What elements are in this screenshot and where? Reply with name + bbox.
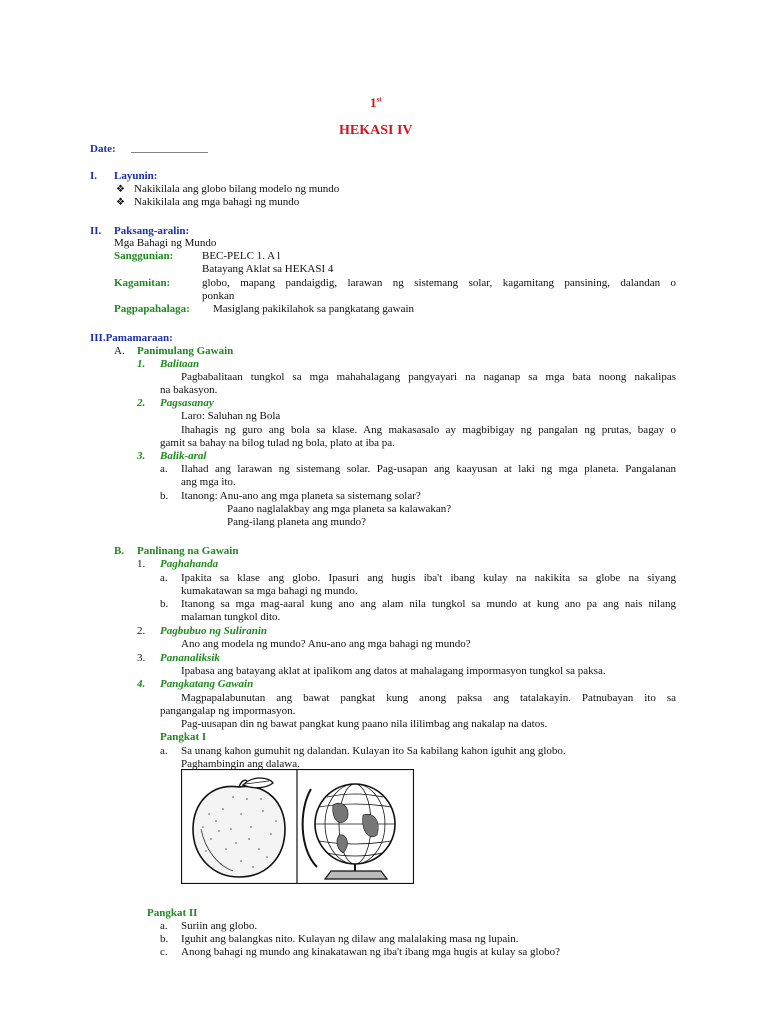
objective-1: Nakikilala ang globo bilang modelo ng mundo: [134, 183, 340, 195]
balikaral-a-line1: Ilahad ang larawan ng sistemang solar. Pag-usapan ang kaayusan at laki ng mga planeta. Pangalanan: [181, 463, 676, 475]
pagpapahalaga-label: Pagpapahalaga:: [114, 303, 190, 315]
pagsasanay-num: 2.: [137, 397, 146, 409]
objective-2: Nakikilala ang mga bahagi ng mundo: [134, 196, 300, 208]
topic: Mga Bahagi ng Mundo: [114, 237, 217, 249]
grade-label: 1st: [370, 95, 382, 110]
pangkat2-a-letter: a.: [160, 920, 168, 932]
balitaan-num: 1.: [137, 358, 146, 370]
bullet-diamond-icon: ❖: [116, 184, 125, 195]
balitaan-line1: Pagbabalitaan tungkol sa mga mahahalagang pangyayari na naganap sa mga bata noong nakalipas: [181, 371, 676, 383]
paghahanda-num: 1.: [137, 558, 146, 570]
sanggunian-label: Sanggunian:: [114, 250, 174, 262]
paghahanda-b-line2: malaman tungkol dito.: [181, 611, 281, 623]
pananaliksik-heading: Pananaliksik: [160, 652, 220, 664]
sanggunian-1: BEC-PELC 1. A l: [202, 250, 281, 262]
section-i-numeral: I.: [90, 170, 98, 182]
pangkatang-num: 4.: [137, 678, 146, 690]
pagbubuo-num: 2.: [137, 625, 146, 637]
kagamitan-line2: ponkan: [202, 290, 235, 302]
pagpapahalaga-value: Masiglang pakikilahok sa pangkatang gawain: [213, 303, 415, 315]
paghahanda-a-line2: kumakatawan sa mga bahagi ng mundo.: [181, 585, 358, 597]
kagamitan-line1: globo, mapang pandaigdig, larawan ng sistemang solar, kagamitang pansining, dalandan o: [202, 277, 676, 289]
balikaral-num: 3.: [137, 450, 146, 462]
balitaan-line2: na bakasyon.: [160, 384, 218, 396]
pangkat1-heading: Pangkat I: [160, 731, 207, 743]
kagamitan-label: Kagamitan:: [114, 277, 171, 289]
pagsasanay-heading: Pagsasanay: [160, 397, 214, 409]
orange-globe-illustration: [181, 769, 414, 884]
a-letter: A.: [114, 345, 125, 357]
paghahanda-b-line1: Itanong sa mga mag-aaral kung ano ang alam nila tungkol sa mundo at kung ano pa ang nais nilang: [181, 598, 676, 610]
pangkatang-line1: Magpapalabunutan ang bawat pangkat kung anong paksa ang tatalakayin. Patnubayan ito sa: [181, 692, 676, 704]
pangkat2-b-letter: b.: [160, 933, 169, 945]
balikaral-b-line2: Paano naglalakbay ang mga planeta sa kalawakan?: [227, 503, 452, 515]
b-heading: Panlinang na Gawain: [137, 545, 239, 557]
section-iii-heading: III.Pamamaraan:: [90, 332, 173, 344]
paghahanda-a-letter: a.: [160, 572, 168, 584]
pangkatang-heading: Pangkatang Gawain: [160, 678, 254, 690]
pangkat2-a-text: Suriin ang globo.: [181, 920, 258, 932]
pangkatang-line2: pangangalap ng impormasyon.: [160, 705, 296, 717]
pangkat2-c-letter: c.: [160, 946, 168, 958]
balikaral-b-letter: b.: [160, 490, 169, 502]
pagbubuo-heading: Pagbubuo ng Suliranin: [160, 625, 267, 637]
section-ii-numeral: II.: [90, 225, 102, 237]
pangkat2-heading: Pangkat II: [147, 907, 198, 919]
sanggunian-2: Batayang Aklat sa HEKASI 4: [202, 263, 334, 275]
balikaral-a-line2: ang mga ito.: [181, 476, 236, 488]
pangkat2-c-text: Anong bahagi ng mundo ang kinakatawan ng iba't ibang mga hugis at kulay sa globo?: [181, 946, 560, 958]
paghahanda-b-letter: b.: [160, 598, 169, 610]
bullet-diamond-icon: ❖: [116, 197, 125, 208]
balitaan-heading: Balitaan: [160, 358, 200, 370]
pagsasanay-line1: Laro: Saluhan ng Bola: [181, 410, 281, 422]
section-ii-heading: Paksang-aralin:: [114, 225, 190, 237]
pangkat1-a-line1: Sa unang kahon gumuhit ng dalandan. Kulayan ito Sa kabilang kahon iguhit ang globo.: [181, 745, 566, 757]
a-heading: Panimulang Gawain: [137, 345, 234, 357]
section-i-heading: Layunin:: [114, 170, 158, 182]
pangkat1-a-letter: a.: [160, 745, 168, 757]
balikaral-b-line3: Pang-ilang planeta ang mundo?: [227, 516, 366, 528]
date-label: Date:: [90, 143, 116, 155]
pananaliksik-line: Ipabasa ang batayang aklat at ipalikom ang datos at mahalagang impormasyon tungkol sa paksa.: [181, 665, 606, 677]
pagsasanay-line2: Ihahagis ng guro ang bola sa klase. Ang makasasalo ay magbibigay ng pangalan ng prutas, bagay o: [181, 424, 676, 436]
pananaliksik-num: 3.: [137, 652, 146, 664]
page-title: HEKASI IV: [339, 123, 413, 138]
balikaral-b-line1: Itanong: Anu-ano ang mga planeta sa sistemang solar?: [181, 490, 421, 502]
date-blank: ______________: [131, 142, 208, 154]
balikaral-heading: Balik-aral: [160, 450, 207, 462]
pangkat1-a-line2: Paghambingin ang dalawa.: [181, 758, 300, 770]
balikaral-a-letter: a.: [160, 463, 168, 475]
pangkatang-line3: Pag-uusapan din ng bawat pangkat kung paano nila ililimbag ang nakalap na datos.: [181, 718, 548, 730]
pagsasanay-line3: gamit sa bahay na bilog tulad ng bola, plato at iba pa.: [160, 437, 395, 449]
paghahanda-heading: Paghahanda: [160, 558, 219, 570]
paghahanda-a-line1: Ipakita sa klase ang globo. Ipasuri ang hugis iba't ibang kulay na nakikita sa globe na siyang: [181, 572, 676, 584]
b-letter: B.: [114, 545, 125, 557]
pagbubuo-line: Ano ang modela ng mundo? Anu-ano ang mga bahagi ng mundo?: [181, 638, 471, 650]
pangkat2-b-text: Iguhit ang balangkas nito. Kulayan ng dilaw ang malalaking masa ng lupain.: [181, 933, 519, 945]
